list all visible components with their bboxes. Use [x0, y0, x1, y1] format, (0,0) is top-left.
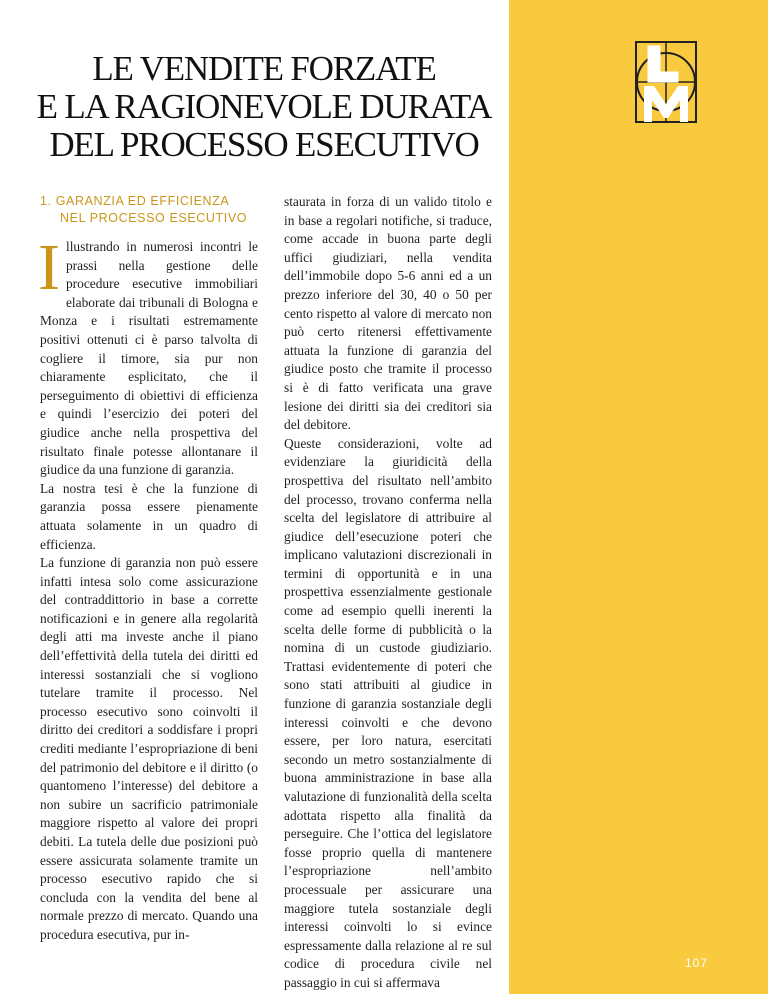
- side-color-band: [509, 0, 768, 994]
- body-paragraph: La funzione di garanzia non può essere infatti intesa solo come assicurazione del contraddittorio in base a corrette notificazioni e in genere alla regolarità degli atti ma investe anche il piano dell’effettività della tutela dei diritti ed interessi sostanziali che si vogliono tutelare tramite il processo. Nel processo esecutivo sono coinvolti il diritto dei creditori a soddisfare i propri crediti mediante l’espropriazione di beni del patrimonio del debitore e il diritto (o quantomeno l’interesse) del debitore a non subire un sacrificio patrimoniale maggiore rispetto al valore dei propri debiti. La tutela delle due posizioni può essere assicurata solamente tramite un processo esecutivo rapido che si concluda con la vendita del bene al normale prezzo di mercato. Quando una procedura esecutiva, pur in-: [40, 555, 258, 942]
- page-number: 107: [685, 956, 709, 970]
- body-paragraph: [38, 231, 258, 480]
- body-paragraph: La nostra tesi è che la funzione di garanzia possa essere pienamente attuata solamente in un quadro di efficienza.: [40, 480, 258, 552]
- section-heading: [40, 193, 270, 227]
- text-column-right: [284, 193, 492, 993]
- body-paragraph: Queste considerazioni, volte ad evidenziare la giuridicità della prospettiva del risultato nell’ambito del processo, trovano conferma nella scelta del legislatore di attribuire al giudice dell’esecuzione poteri che implicano valutazioni discrezionali in termini di opportunità e in una prospettiva essenzialmente gestionale come ad esempio quelli inerenti la scelta delle forme di pubblicità o la nomina di un custode giudiziario. Trattasi evidentemente di poteri che sono stati attribuiti al giudice in funzione di garanzia sostanziale degli interessi coinvolti e che devono essere, per loro natura, esercitati secondo un metro sostanzialmente di buona amministrazione in base alla valutazione di funzionalità della scelta adottata rispetto alla finalità da perseguire. Che l’ottica del legislatore fosse proprio quella di mantenere l’espropriazione nell’ambito processuale per assicurare una maggiore tutela sostanziale degli interessi coinvolti lo si evince espressamente dalla relazione al re sul codice di procedura civile nel passaggio in cui si affermava: [284, 435, 492, 990]
- publication-logo: [630, 36, 708, 128]
- title-line: LE VENDITE FORZATE: [92, 49, 436, 88]
- title-line: E LA RAGIONEVOLE DURATA: [36, 87, 492, 126]
- section-heading-line: 1. GARANZIA ED EFFICIENZA: [40, 194, 230, 208]
- section-heading-line: NEL PROCESSO ESECUTIVO: [60, 211, 248, 225]
- body-paragraph: staurata in forza di un valido titolo e in base a regolari notifiche, si traduce, come accade in buona parte degli uffici giudiziari, nella vendita dell’immobile dopo 5-6 anni ed a un prezzo inferiore del 30, 40 o 50 per cento rispetto al valore di mercato non può certo ritenersi effettivamente attuata la funzione di garanzia del giudice posto che tramite il processo si è di fatto verificata una grave lesione dei diritti sia dei creditori sia del debitore.: [284, 194, 492, 433]
- text-column-left: [38, 231, 258, 945]
- article-title: [34, 50, 494, 164]
- paragraph-text: llustrando in numerosi incontri le prassi nella gestione delle procedure esecutive immobiliari elaborate dai tribunali di Bologna e Monza e i risultati estremamente positivi ottenuti ci è parso talvolta di cogliere il timore, sia pur non chiaramente esplicitato, che il perseguimento di obiettivi di efficienza e quindi l’esercizio dei poteri del giudice anche nella prospettiva del risultato finale potesse allontanare il giudice da una funzione di garanzia.: [40, 239, 258, 478]
- drop-cap: I: [38, 231, 60, 304]
- title-line: DEL PROCESSO ESECUTIVO: [49, 125, 479, 164]
